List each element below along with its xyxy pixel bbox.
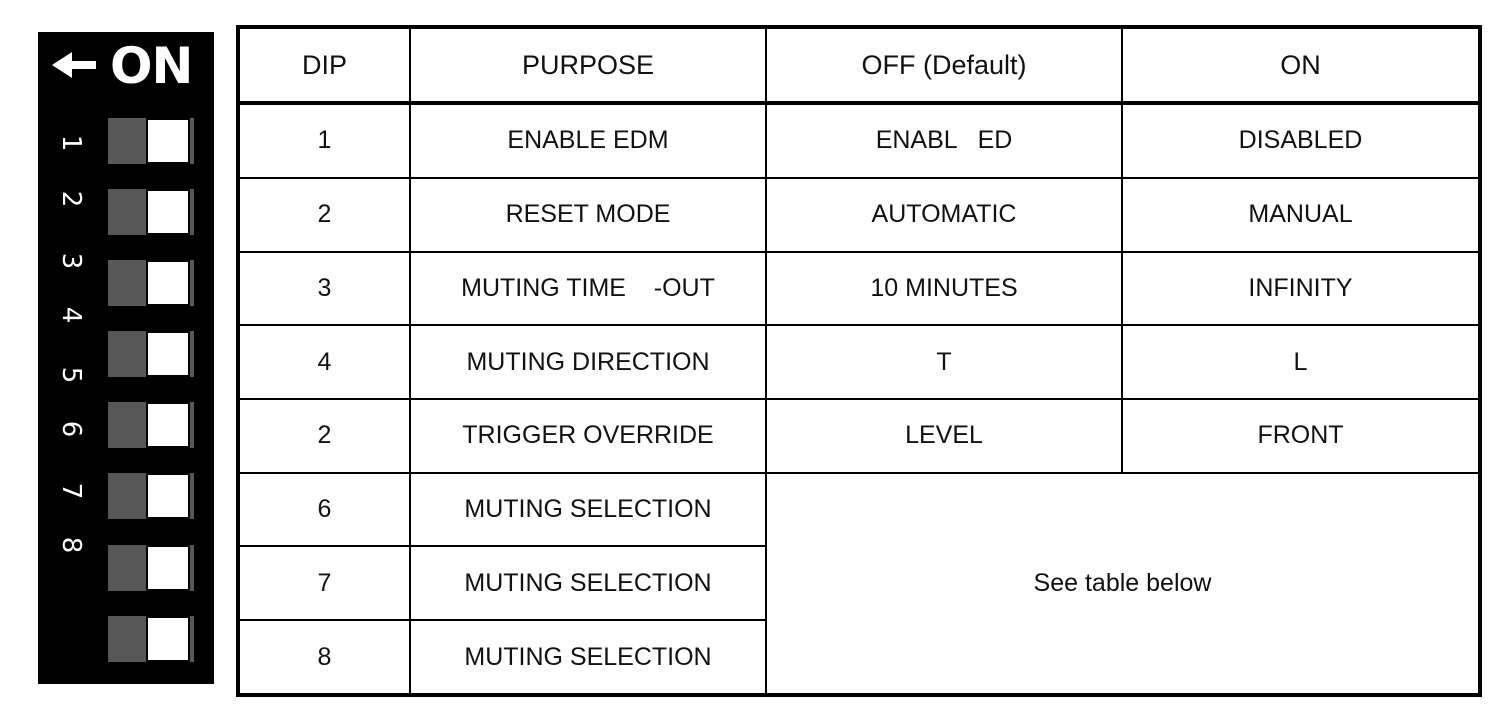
switch-edge — [190, 473, 194, 519]
switch-slot — [148, 547, 188, 589]
switch-4[interactable] — [108, 331, 192, 377]
cell-off: ENABL ED — [766, 103, 1122, 178]
header-dip: DIP — [238, 27, 410, 103]
cell-purpose: MUTING TIME -OUT — [410, 252, 766, 326]
header-purpose: PURPOSE — [410, 27, 766, 103]
cell-purpose: MUTING SELECTION — [410, 620, 766, 695]
cell-dip: 2 — [238, 399, 410, 473]
switch-edge — [190, 118, 194, 164]
switch-slot — [148, 333, 188, 375]
cell-purpose: MUTING DIRECTION — [410, 325, 766, 399]
switch-slot — [148, 262, 188, 304]
switch-2[interactable] — [108, 189, 192, 235]
cell-purpose: RESET MODE — [410, 178, 766, 252]
switch-slot — [148, 120, 188, 162]
switch-actuator — [108, 545, 146, 591]
switch-number-7: 7 — [56, 482, 86, 500]
cell-on: DISABLED — [1122, 103, 1480, 178]
cell-dip: 6 — [238, 473, 410, 547]
cell-dip: 7 — [238, 546, 410, 620]
switch-actuator — [108, 616, 146, 662]
cell-dip: 2 — [238, 178, 410, 252]
dip-settings-table — [236, 25, 1482, 697]
switch-1[interactable] — [108, 118, 192, 164]
cell-purpose: TRIGGER OVERRIDE — [410, 399, 766, 473]
dip-switch-block — [38, 32, 214, 684]
switch-number-4: 4 — [56, 306, 86, 324]
on-label: ON — [110, 37, 193, 95]
switch-7[interactable] — [108, 545, 192, 591]
cell-off: T — [766, 325, 1122, 399]
table-row — [238, 178, 1480, 252]
switch-actuator — [108, 473, 146, 519]
switch-number-1: 1 — [56, 134, 86, 152]
switch-actuator — [108, 402, 146, 448]
cell-off: AUTOMATIC — [766, 178, 1122, 252]
table-row — [238, 103, 1480, 178]
switch-slot — [148, 475, 188, 517]
table-row — [238, 399, 1480, 473]
table-header-row — [238, 27, 1480, 103]
switch-edge — [190, 545, 194, 591]
switch-8[interactable] — [108, 616, 192, 662]
switch-actuator — [108, 331, 146, 377]
cell-on: INFINITY — [1122, 252, 1480, 326]
cell-dip: 8 — [238, 620, 410, 695]
switch-number-2: 2 — [56, 190, 86, 208]
switch-number-6: 6 — [56, 420, 86, 438]
cell-purpose: ENABLE EDM — [410, 103, 766, 178]
cell-on: FRONT — [1122, 399, 1480, 473]
cell-off: 10 MINUTES — [766, 252, 1122, 326]
cell-purpose: MUTING SELECTION — [410, 473, 766, 547]
switch-slot — [148, 191, 188, 233]
switch-6[interactable] — [108, 473, 192, 519]
switch-actuator — [108, 260, 146, 306]
dip-switch-header — [38, 32, 214, 102]
cell-dip: 3 — [238, 252, 410, 326]
switch-edge — [190, 402, 194, 448]
switch-edge — [190, 189, 194, 235]
switch-number-5: 5 — [56, 366, 86, 384]
switch-5[interactable] — [108, 402, 192, 448]
switch-edge — [190, 331, 194, 377]
header-off-default: OFF (Default) — [766, 27, 1122, 103]
arrow-left-icon — [52, 50, 98, 80]
switch-edge — [190, 260, 194, 306]
switch-edge — [190, 616, 194, 662]
switch-actuator — [108, 118, 146, 164]
cell-on: MANUAL — [1122, 178, 1480, 252]
header-on: ON — [1122, 27, 1480, 103]
cell-purpose: MUTING SELECTION — [410, 546, 766, 620]
table-row — [238, 325, 1480, 399]
cell-on: L — [1122, 325, 1480, 399]
switch-slot — [148, 404, 188, 446]
cell-dip: 4 — [238, 325, 410, 399]
cell-dip: 1 — [238, 103, 410, 178]
switch-slot — [148, 618, 188, 660]
switch-number-3: 3 — [56, 252, 86, 270]
table-row — [238, 252, 1480, 326]
switch-3[interactable] — [108, 260, 192, 306]
see-table-below-note: See table below — [766, 473, 1480, 695]
cell-off: LEVEL — [766, 399, 1122, 473]
table-row — [238, 473, 1480, 547]
switch-number-8: 8 — [56, 536, 86, 554]
switch-actuator — [108, 189, 146, 235]
